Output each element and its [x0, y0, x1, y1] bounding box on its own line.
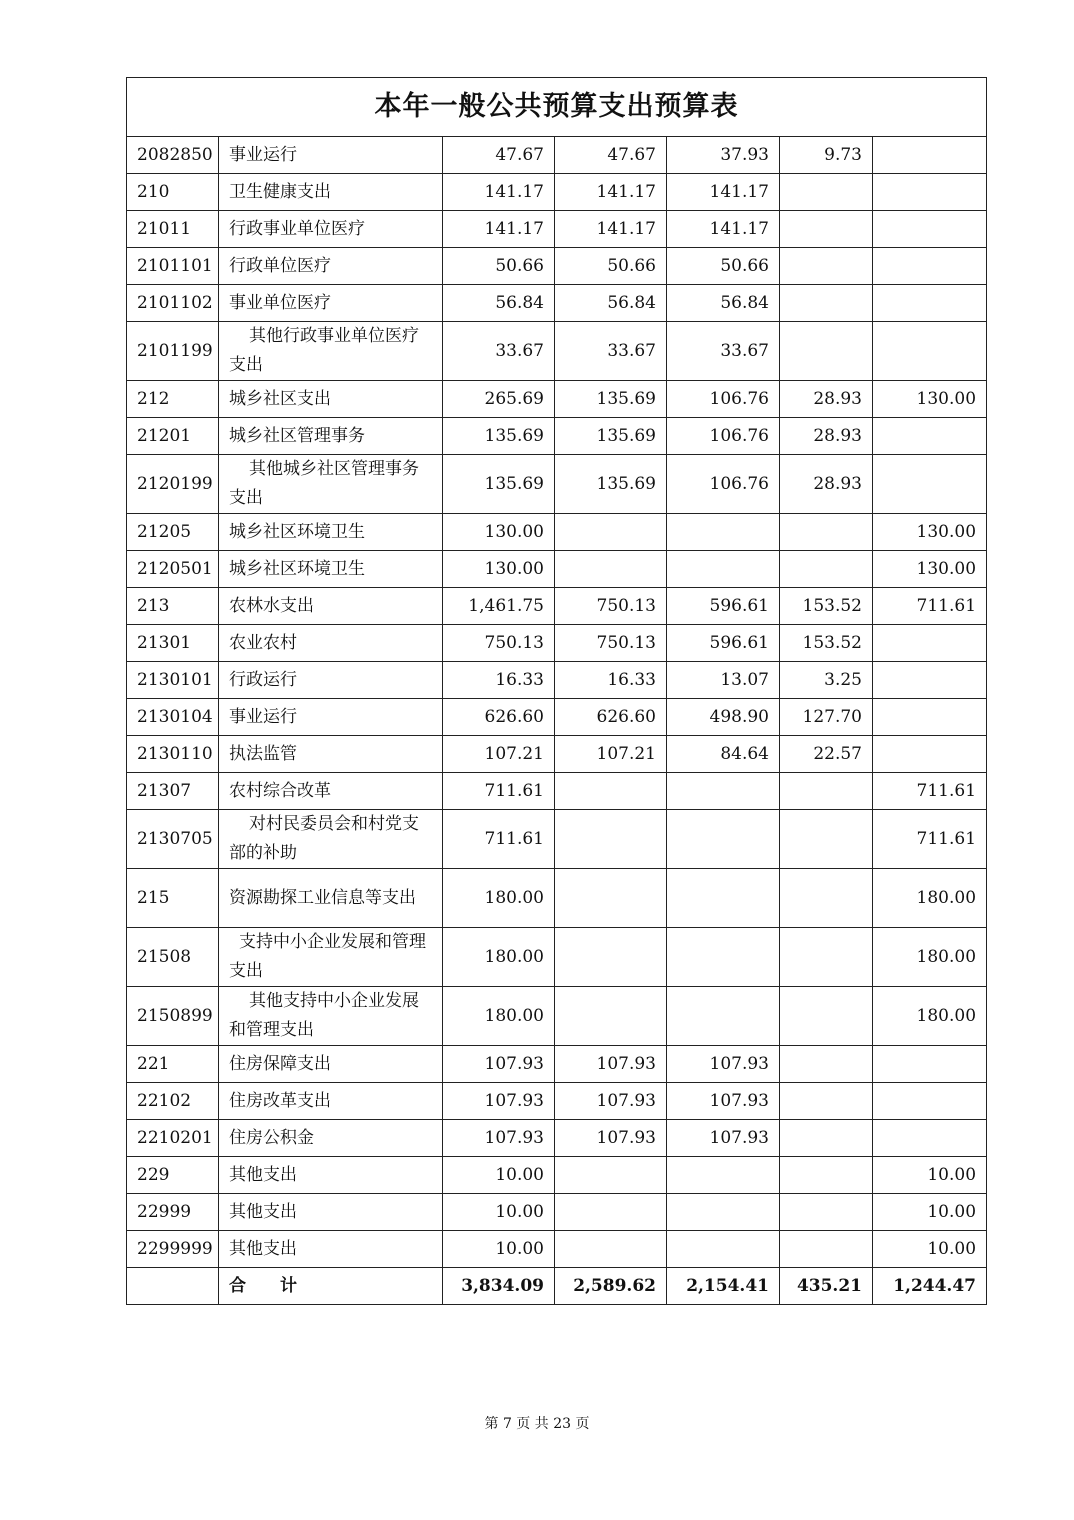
- total-amount: 2,154.41: [667, 1268, 780, 1305]
- subject-name: 卫生健康支出: [219, 174, 443, 211]
- table-row: [127, 1194, 987, 1231]
- table-title: 本年一般公共预算支出预算表: [127, 78, 987, 137]
- amount-cell: 750.13: [443, 625, 555, 662]
- amount-cell: 711.61: [873, 588, 987, 625]
- amount-cell: 107.93: [443, 1046, 555, 1083]
- table-row: [127, 1231, 987, 1268]
- subject-code: 22999: [127, 1194, 219, 1231]
- amount-cell: [873, 736, 987, 773]
- amount-cell: 141.17: [443, 211, 555, 248]
- subject-code: 2150899: [127, 987, 219, 1046]
- subject-name: 执法监管: [219, 736, 443, 773]
- subject-code: 22102: [127, 1083, 219, 1120]
- amount-cell: [780, 211, 873, 248]
- subject-name: 其他支持中小企业发展和管理支出: [219, 987, 443, 1046]
- amount-cell: [555, 1194, 667, 1231]
- amount-cell: [780, 514, 873, 551]
- title-row: [127, 78, 987, 137]
- table-row: [127, 514, 987, 551]
- subject-code: 210: [127, 174, 219, 211]
- subject-name: 城乡社区环境卫生: [219, 514, 443, 551]
- amount-cell: 135.69: [443, 418, 555, 455]
- amount-cell: 180.00: [873, 928, 987, 987]
- amount-cell: [780, 928, 873, 987]
- table-row: [127, 810, 987, 869]
- amount-cell: 22.57: [780, 736, 873, 773]
- amount-cell: [873, 322, 987, 381]
- amount-cell: [667, 1231, 780, 1268]
- amount-cell: [780, 322, 873, 381]
- amount-cell: 107.93: [667, 1046, 780, 1083]
- amount-cell: 28.93: [780, 455, 873, 514]
- subject-code: 2101199: [127, 322, 219, 381]
- amount-cell: 141.17: [555, 174, 667, 211]
- amount-cell: [873, 174, 987, 211]
- total-amount: 2,589.62: [555, 1268, 667, 1305]
- subject-code: 2210201: [127, 1120, 219, 1157]
- amount-cell: 498.90: [667, 699, 780, 736]
- amount-cell: 130.00: [443, 551, 555, 588]
- amount-cell: [780, 1083, 873, 1120]
- subject-name: 其他支出: [219, 1194, 443, 1231]
- subject-code: 2120199: [127, 455, 219, 514]
- subject-name: 城乡社区支出: [219, 381, 443, 418]
- amount-cell: 106.76: [667, 381, 780, 418]
- amount-cell: [780, 248, 873, 285]
- subject-name: 事业运行: [219, 699, 443, 736]
- amount-cell: [873, 699, 987, 736]
- amount-cell: 47.67: [555, 137, 667, 174]
- table-row: [127, 987, 987, 1046]
- amount-cell: [555, 773, 667, 810]
- amount-cell: 180.00: [873, 987, 987, 1046]
- subject-name: 其他支出: [219, 1157, 443, 1194]
- amount-cell: 135.69: [555, 418, 667, 455]
- table-row: [127, 248, 987, 285]
- subject-name: 支持中小企业发展和管理支出: [219, 928, 443, 987]
- amount-cell: [873, 248, 987, 285]
- subject-name: 住房改革支出: [219, 1083, 443, 1120]
- amount-cell: 107.93: [443, 1083, 555, 1120]
- amount-cell: [780, 551, 873, 588]
- amount-cell: [780, 987, 873, 1046]
- table-row: [127, 699, 987, 736]
- budget-table: [126, 77, 987, 1305]
- subject-name: 行政事业单位医疗: [219, 211, 443, 248]
- table-row: [127, 625, 987, 662]
- amount-cell: [873, 285, 987, 322]
- amount-cell: [667, 773, 780, 810]
- amount-cell: 13.07: [667, 662, 780, 699]
- amount-cell: [667, 1157, 780, 1194]
- total-code-cell: [127, 1268, 219, 1305]
- amount-cell: 28.93: [780, 381, 873, 418]
- table-row: [127, 869, 987, 928]
- amount-cell: 711.61: [443, 773, 555, 810]
- amount-cell: 107.93: [443, 1120, 555, 1157]
- table-row: [127, 455, 987, 514]
- amount-cell: [780, 773, 873, 810]
- amount-cell: 10.00: [443, 1194, 555, 1231]
- amount-cell: 180.00: [873, 869, 987, 928]
- table-row: [127, 1083, 987, 1120]
- amount-cell: [780, 174, 873, 211]
- amount-cell: [873, 211, 987, 248]
- table-row: [127, 662, 987, 699]
- subject-name: 行政运行: [219, 662, 443, 699]
- subject-name: 城乡社区环境卫生: [219, 551, 443, 588]
- subject-code: 21201: [127, 418, 219, 455]
- amount-cell: 626.60: [443, 699, 555, 736]
- amount-cell: 84.64: [667, 736, 780, 773]
- total-amount: 435.21: [780, 1268, 873, 1305]
- amount-cell: 130.00: [873, 514, 987, 551]
- amount-cell: 10.00: [873, 1157, 987, 1194]
- amount-cell: 50.66: [667, 248, 780, 285]
- amount-cell: [555, 1231, 667, 1268]
- table-row: [127, 1120, 987, 1157]
- amount-cell: 141.17: [555, 211, 667, 248]
- amount-cell: [555, 928, 667, 987]
- amount-cell: 47.67: [443, 137, 555, 174]
- subject-name: 农村综合改革: [219, 773, 443, 810]
- table-row: [127, 211, 987, 248]
- subject-code: 213: [127, 588, 219, 625]
- subject-code: 229: [127, 1157, 219, 1194]
- subject-name: 农业农村: [219, 625, 443, 662]
- amount-cell: [555, 987, 667, 1046]
- amount-cell: 180.00: [443, 987, 555, 1046]
- table-row: [127, 1157, 987, 1194]
- amount-cell: 106.76: [667, 418, 780, 455]
- table-row: [127, 773, 987, 810]
- amount-cell: 153.52: [780, 588, 873, 625]
- amount-cell: 596.61: [667, 588, 780, 625]
- amount-cell: 37.93: [667, 137, 780, 174]
- total-amount: 1,244.47: [873, 1268, 987, 1305]
- table-row: [127, 322, 987, 381]
- subject-name: 对村民委员会和村党支部的补助: [219, 810, 443, 869]
- amount-cell: 180.00: [443, 928, 555, 987]
- subject-name: 城乡社区管理事务: [219, 418, 443, 455]
- amount-cell: 10.00: [873, 1194, 987, 1231]
- amount-cell: [667, 928, 780, 987]
- table-row: [127, 418, 987, 455]
- amount-cell: 107.93: [667, 1120, 780, 1157]
- amount-cell: 107.93: [555, 1046, 667, 1083]
- table-row: [127, 736, 987, 773]
- amount-cell: [780, 869, 873, 928]
- table-row: [127, 551, 987, 588]
- subject-code: 21508: [127, 928, 219, 987]
- subject-code: 2101101: [127, 248, 219, 285]
- amount-cell: 56.84: [443, 285, 555, 322]
- amount-cell: 130.00: [873, 381, 987, 418]
- amount-cell: 33.67: [667, 322, 780, 381]
- amount-cell: 180.00: [443, 869, 555, 928]
- amount-cell: [667, 551, 780, 588]
- amount-cell: 265.69: [443, 381, 555, 418]
- amount-cell: [873, 1046, 987, 1083]
- amount-cell: [873, 1083, 987, 1120]
- subject-name: 住房保障支出: [219, 1046, 443, 1083]
- amount-cell: 141.17: [667, 174, 780, 211]
- subject-code: 2130104: [127, 699, 219, 736]
- subject-name: 农林水支出: [219, 588, 443, 625]
- subject-code: 2120501: [127, 551, 219, 588]
- amount-cell: 10.00: [443, 1157, 555, 1194]
- subject-name: 事业运行: [219, 137, 443, 174]
- amount-cell: 711.61: [443, 810, 555, 869]
- amount-cell: [873, 455, 987, 514]
- amount-cell: 596.61: [667, 625, 780, 662]
- subject-code: 2299999: [127, 1231, 219, 1268]
- amount-cell: 106.76: [667, 455, 780, 514]
- amount-cell: [780, 1046, 873, 1083]
- amount-cell: 10.00: [873, 1231, 987, 1268]
- amount-cell: [667, 869, 780, 928]
- subject-code: 212: [127, 381, 219, 418]
- amount-cell: 3.25: [780, 662, 873, 699]
- amount-cell: 1,461.75: [443, 588, 555, 625]
- amount-cell: [555, 514, 667, 551]
- amount-cell: 130.00: [443, 514, 555, 551]
- amount-cell: 107.93: [555, 1120, 667, 1157]
- table-row: [127, 928, 987, 987]
- amount-cell: [873, 662, 987, 699]
- amount-cell: [780, 1120, 873, 1157]
- amount-cell: [555, 1157, 667, 1194]
- amount-cell: [780, 285, 873, 322]
- amount-cell: [555, 551, 667, 588]
- total-row: [127, 1268, 987, 1305]
- amount-cell: 10.00: [443, 1231, 555, 1268]
- amount-cell: 50.66: [555, 248, 667, 285]
- amount-cell: 56.84: [555, 285, 667, 322]
- amount-cell: 28.93: [780, 418, 873, 455]
- amount-cell: 711.61: [873, 810, 987, 869]
- amount-cell: 750.13: [555, 625, 667, 662]
- subject-name: 资源勘探工业信息等支出: [219, 869, 443, 928]
- amount-cell: 141.17: [667, 211, 780, 248]
- amount-cell: [667, 987, 780, 1046]
- amount-cell: [667, 1194, 780, 1231]
- amount-cell: 626.60: [555, 699, 667, 736]
- table-row: [127, 1046, 987, 1083]
- amount-cell: 141.17: [443, 174, 555, 211]
- subject-name: 住房公积金: [219, 1120, 443, 1157]
- amount-cell: [555, 869, 667, 928]
- amount-cell: 135.69: [555, 381, 667, 418]
- table-row: [127, 174, 987, 211]
- page-number: 第 7 页 共 23 页: [484, 1416, 590, 1432]
- amount-cell: [555, 810, 667, 869]
- amount-cell: [780, 810, 873, 869]
- subject-code: 215: [127, 869, 219, 928]
- amount-cell: 107.93: [667, 1083, 780, 1120]
- amount-cell: 711.61: [873, 773, 987, 810]
- table-row: [127, 137, 987, 174]
- subject-name: 事业单位医疗: [219, 285, 443, 322]
- amount-cell: 107.93: [555, 1083, 667, 1120]
- subject-name: 其他城乡社区管理事务支出: [219, 455, 443, 514]
- subject-code: 2101102: [127, 285, 219, 322]
- subject-code: 21307: [127, 773, 219, 810]
- table-row: [127, 381, 987, 418]
- subject-code: 221: [127, 1046, 219, 1083]
- amount-cell: [873, 625, 987, 662]
- subject-code: 2130101: [127, 662, 219, 699]
- amount-cell: 56.84: [667, 285, 780, 322]
- amount-cell: 127.70: [780, 699, 873, 736]
- amount-cell: 16.33: [555, 662, 667, 699]
- subject-code: 2130705: [127, 810, 219, 869]
- amount-cell: 33.67: [443, 322, 555, 381]
- subject-code: 21205: [127, 514, 219, 551]
- amount-cell: 16.33: [443, 662, 555, 699]
- amount-cell: 135.69: [555, 455, 667, 514]
- amount-cell: [780, 1231, 873, 1268]
- amount-cell: 153.52: [780, 625, 873, 662]
- amount-cell: [667, 514, 780, 551]
- subject-code: 21011: [127, 211, 219, 248]
- amount-cell: [873, 137, 987, 174]
- amount-cell: 130.00: [873, 551, 987, 588]
- subject-code: 2082850: [127, 137, 219, 174]
- amount-cell: 107.21: [443, 736, 555, 773]
- subject-name: 其他支出: [219, 1231, 443, 1268]
- total-label: 合 计: [219, 1268, 443, 1305]
- subject-code: 21301: [127, 625, 219, 662]
- amount-cell: [780, 1157, 873, 1194]
- amount-cell: 9.73: [780, 137, 873, 174]
- amount-cell: 750.13: [555, 588, 667, 625]
- amount-cell: 107.21: [555, 736, 667, 773]
- amount-cell: 33.67: [555, 322, 667, 381]
- amount-cell: [873, 1120, 987, 1157]
- subject-code: 2130110: [127, 736, 219, 773]
- amount-cell: [780, 1194, 873, 1231]
- subject-name: 其他行政事业单位医疗支出: [219, 322, 443, 381]
- subject-name: 行政单位医疗: [219, 248, 443, 285]
- amount-cell: [873, 418, 987, 455]
- amount-cell: 135.69: [443, 455, 555, 514]
- amount-cell: 50.66: [443, 248, 555, 285]
- table-row: [127, 285, 987, 322]
- amount-cell: [667, 810, 780, 869]
- total-amount: 3,834.09: [443, 1268, 555, 1305]
- table-row: [127, 588, 987, 625]
